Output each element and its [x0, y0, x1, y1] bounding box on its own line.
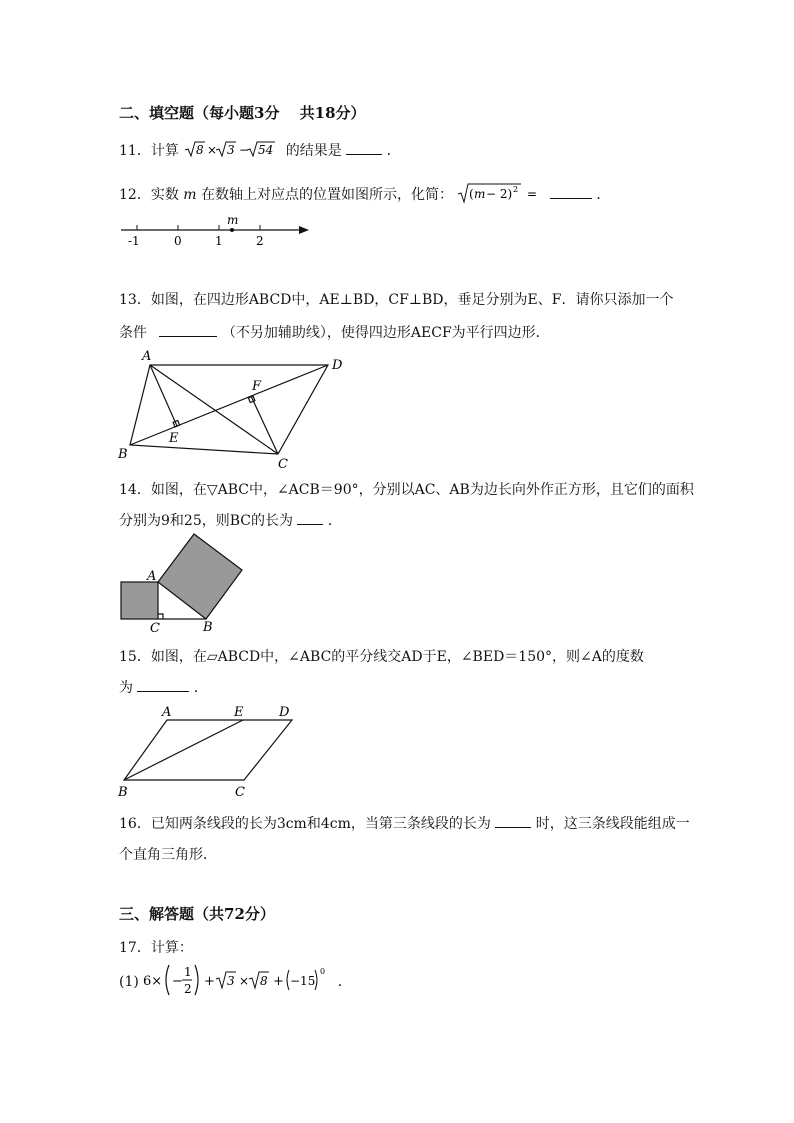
parallelogram-figure — [112, 700, 312, 802]
q12-var: m — [183, 187, 197, 203]
svg-text:1: 1 — [184, 965, 192, 979]
label-b: B — [118, 447, 128, 462]
svg-text:3: 3 — [227, 143, 235, 157]
label-b: B — [118, 785, 128, 800]
svg-text:+: + — [273, 974, 285, 989]
tick-label: -1 — [128, 234, 140, 248]
number-line-figure — [115, 212, 315, 252]
svg-text:8: 8 — [260, 974, 268, 988]
squares-figure — [112, 530, 252, 634]
label-e: E — [234, 705, 244, 720]
svg-text:×: × — [239, 974, 250, 988]
axis-arrow-icon — [299, 226, 309, 234]
svg-text:+: + — [204, 974, 216, 989]
q13-suffix: （不另加辅助线），使得四边形AECF为平行四边形． — [221, 325, 550, 341]
q12-text: 在数轴上对应点的位置如图所示，化简： — [201, 187, 454, 203]
question-13-line2 — [119, 322, 550, 342]
q16-suffix: 时，这三条线段能组成一 — [535, 816, 690, 832]
svg-text:− 2): − 2) — [486, 187, 513, 201]
q13-answer-blank[interactable] — [159, 322, 217, 337]
quadrilateral-figure — [112, 344, 352, 470]
label-c: C — [235, 785, 245, 800]
q16-answer-blank[interactable] — [495, 813, 531, 828]
svg-text:=: = — [527, 187, 538, 201]
label-e: E — [169, 431, 179, 446]
svg-text:−: − — [172, 974, 184, 989]
label-a: A — [142, 349, 152, 364]
label-a: A — [147, 569, 157, 584]
q15-end: ． — [193, 680, 208, 696]
tick-label: 1 — [215, 234, 223, 248]
svg-text:3: 3 — [227, 974, 235, 988]
label-d: D — [332, 358, 343, 373]
section-3-title: 三、解答题（共72分） — [119, 905, 275, 923]
q17-end: ． — [337, 974, 352, 990]
q17-expression — [143, 962, 333, 1002]
q11-end: ． — [386, 143, 401, 159]
svg-text:×: × — [207, 143, 218, 157]
question-15-line1: 15．如图，在▱ABCD中，∠ABC的平分线交AD于E，∠BED＝150°，则∠A的度数 — [119, 649, 644, 665]
q15-prefix: 为 — [119, 680, 133, 696]
label-a: A — [162, 705, 172, 720]
svg-text:54: 54 — [258, 143, 274, 157]
diagonal-bd — [130, 365, 328, 445]
svg-text:(: ( — [469, 187, 475, 201]
quad-abcd — [130, 365, 328, 454]
q12-prefix: 12．实数 — [119, 187, 179, 203]
question-17-part1 — [119, 962, 352, 1002]
question-16-line1 — [119, 813, 690, 833]
label-c: C — [278, 457, 288, 470]
svg-text:−: − — [239, 143, 250, 157]
svg-text:2: 2 — [513, 185, 519, 194]
tick-label: 0 — [174, 234, 182, 248]
point-m-label: m — [227, 213, 239, 227]
question-11 — [119, 139, 401, 163]
q11-answer-blank[interactable] — [346, 140, 382, 155]
right-angle-mark — [158, 614, 163, 619]
label-f: F — [252, 379, 262, 394]
question-14-line2 — [119, 510, 342, 530]
question-15-line2 — [119, 677, 208, 697]
svg-text:−15: −15 — [290, 974, 316, 988]
q11-prefix: 11．计算 — [119, 143, 179, 159]
q11-expression — [183, 139, 281, 163]
svg-text:0: 0 — [320, 967, 326, 976]
q17-part-label: (1) — [119, 974, 139, 990]
parallelogram-abcd — [124, 720, 292, 780]
svg-text:m: m — [474, 187, 486, 201]
question-16-line2: 个直角三角形． — [119, 847, 217, 863]
question-17-line1: 17．计算： — [119, 940, 193, 956]
q12-answer-blank[interactable] — [550, 184, 592, 199]
label-d: D — [279, 705, 290, 720]
square-on-ab — [158, 534, 242, 619]
q12-expression — [457, 181, 545, 209]
question-14-line1: 14．如图，在▽ABC中，∠ACB＝90°，分别以AC、AB为边长向外作正方形，且它们的面积 — [119, 482, 694, 498]
bisector-be — [124, 720, 243, 780]
svg-text:6×: 6× — [143, 974, 163, 989]
q14-prefix: 分别为9和25，则BC的长为 — [119, 513, 293, 529]
q16-prefix: 16．已知两条线段的长为3cm和4cm，当第三条线段的长为 — [119, 816, 491, 832]
q14-answer-blank[interactable] — [297, 510, 323, 525]
question-13-line1: 13．如图，在四边形ABCD中，AE⊥BD，CF⊥BD，垂足分别为E、F．请你只添加一个 — [119, 292, 674, 308]
q14-end: ． — [327, 513, 342, 529]
square-on-ac — [121, 582, 158, 619]
label-b: B — [203, 620, 213, 634]
right-angle-mark — [248, 396, 255, 403]
question-12 — [119, 181, 610, 209]
q11-suffix: 的结果是 — [285, 143, 342, 159]
q13-prefix: 条件 — [119, 325, 147, 341]
tick-label: 2 — [256, 234, 264, 248]
label-c: C — [150, 621, 160, 634]
q12-end: ． — [596, 187, 611, 203]
svg-text:2: 2 — [184, 982, 192, 996]
svg-text:8: 8 — [196, 143, 204, 157]
q15-answer-blank[interactable] — [137, 677, 189, 692]
point-m — [230, 228, 234, 232]
section-2-title: 二、填空题（每小题3分 共18分） — [119, 104, 366, 122]
